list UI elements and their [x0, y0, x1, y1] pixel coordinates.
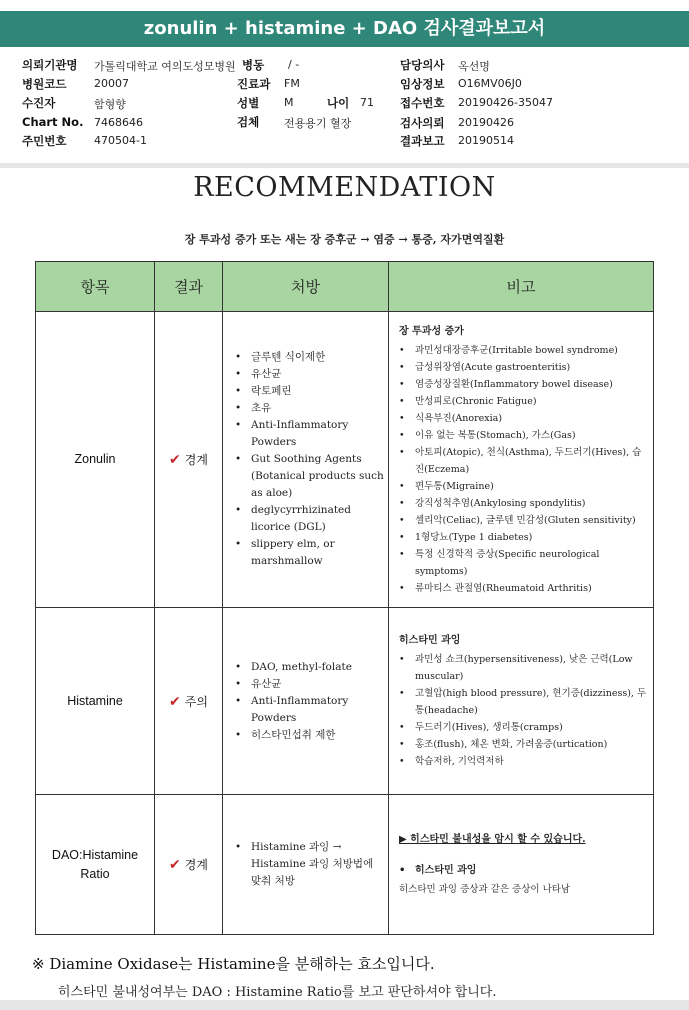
note-text: 히스타민 과잉 증상과 같은 증상이 나타남: [399, 884, 571, 895]
age-label: 나이: [327, 96, 350, 110]
list-item: • 급성위장염(Acute gastroenteritis): [399, 359, 647, 376]
report-title: zonulin + histamine + DAO 검사결과보고서: [0, 11, 689, 47]
row-note: [389, 608, 654, 795]
bottom-divider: [0, 1000, 689, 1010]
dept-value: FM: [284, 77, 300, 90]
hospital-code-value: 20007: [94, 77, 129, 90]
row-prescription: [223, 795, 389, 935]
row-item: Zonulin: [36, 312, 155, 608]
footer-note-1: ※ Diamine Oxidase는 Histamine을 분해하는 효소입니다.: [32, 955, 435, 973]
table-row: [36, 608, 654, 795]
check-icon: ✔: [169, 693, 181, 710]
list-item: • 유산균: [235, 676, 384, 693]
list-item: • 1형당뇨(Type 1 diabetes): [399, 529, 647, 546]
recommendation-table: [35, 261, 654, 935]
chart-value: 7468646: [94, 116, 143, 129]
hospital-code-label: 병원코드: [22, 77, 67, 91]
specimen-value: 전용용기 혈장: [284, 117, 352, 130]
recommendation-subtitle: 장 투과성 증가 또는 새는 장 증후군 → 염증 → 통증, 자가면역질환: [184, 233, 505, 246]
list-item: • 강직성척추염(Ankylosing spondylitis): [399, 495, 647, 512]
list-item: • 편두통(Migraine): [399, 478, 647, 495]
table-row: [36, 312, 654, 608]
list-item: • slippery elm, or marshmallow: [235, 536, 384, 570]
list-item: • 만성피로(Chronic Fatigue): [399, 393, 647, 410]
header-note: 비고: [389, 262, 654, 312]
clinical-label: 임상정보: [400, 77, 445, 91]
table-row: [36, 795, 654, 935]
clinical-value: O16MV06J0: [458, 77, 522, 90]
list-item: • deglycyrrhizinated licorice (DGL): [235, 502, 384, 536]
footer-note-2: 히스타민 불내성여부는 DAO : Histamine Ratio를 보고 판단하셔야 합니다.: [58, 985, 497, 1000]
sex-label: 성별: [237, 96, 260, 110]
list-item: • 두드러기(Hives), 생리통(cramps): [399, 719, 647, 736]
note-heading: 장 투과성 증가: [399, 325, 464, 337]
list-item: • DAO, methyl-folate: [235, 659, 384, 676]
table-header-row: [36, 262, 654, 312]
age-value: 71: [360, 96, 374, 109]
row-item: DAO:Histamine Ratio: [36, 795, 155, 935]
institution-label: 의뢰기관명: [22, 58, 78, 72]
patient-label: 수진자: [22, 96, 56, 110]
header-result: 결과: [155, 262, 223, 312]
list-item: • 염증성장질환(Inflammatory bowel disease): [399, 376, 647, 393]
sex-value: M: [284, 96, 294, 109]
divider: [0, 163, 689, 168]
result-text: 경계: [184, 453, 208, 467]
row-result: [155, 608, 223, 795]
list-item: • 히스타민섭취 제한: [235, 727, 384, 744]
ward-value: / -: [288, 58, 300, 71]
staff-label: 담당의사: [400, 58, 445, 72]
list-item: • 아토피(Atopic), 천식(Asthma), 두드러기(Hives), 습진(Eczema): [399, 444, 647, 478]
row-result: [155, 795, 223, 935]
list-item: • 과민성대장증후군(Irritable bowel syndrome): [399, 342, 647, 359]
list-item: • 학습저하, 기억력저하: [399, 753, 647, 770]
result-text: 주의: [184, 694, 208, 709]
row-result: [155, 312, 223, 608]
list-item: • 락토페린: [235, 383, 384, 400]
result-text: 경계: [184, 858, 208, 872]
receipt-label: 접수번호: [400, 96, 445, 110]
id-value: 470504-1: [94, 134, 147, 147]
list-item: • 초유: [235, 400, 384, 417]
row-prescription: [223, 608, 389, 795]
row-item: Histamine: [36, 608, 155, 795]
list-item: • Histamine 과잉 → Histamine 과잉 처방법에 맞춰 처방: [235, 839, 384, 890]
request-label: 검사의뢰: [400, 116, 445, 130]
row-prescription: [223, 312, 389, 608]
list-item: • 류마티스 관절염(Rheumatoid Arthritis): [399, 580, 647, 597]
id-label: 주민번호: [22, 134, 67, 148]
report-date-label: 결과보고: [400, 134, 445, 148]
request-value: 20190426: [458, 116, 514, 129]
header-prescription: 처방: [223, 262, 389, 312]
list-item: • Gut Soothing Agents (Botanical products such as aloe): [235, 451, 384, 502]
list-item: • 고혈압(high blood pressure), 현기증(dizziness), 두통(headache): [399, 685, 647, 719]
list-item: • 과민성 쇼크(hypersensitiveness), 낮은 근력(Low muscular): [399, 651, 647, 685]
recommendation-title: RECOMMENDATION: [193, 172, 496, 203]
list-item: • 유산균: [235, 366, 384, 383]
list-item: • 특정 신경학적 증상(Specific neurological symptoms): [399, 546, 647, 580]
report-date-value: 20190514: [458, 134, 514, 147]
list-item: • 식욕부진(Anorexia): [399, 410, 647, 427]
row-note: [389, 795, 654, 935]
list-item: • 홍조(flush), 체온 변화, 가려움증(urtication): [399, 736, 647, 753]
patient-info: [22, 57, 682, 157]
dept-label: 진료과: [237, 77, 271, 91]
note-warning: ▶ 히스타민 불내성을 암시 할 수 있습니다.: [399, 834, 586, 845]
patient-value: 함형향: [94, 98, 126, 111]
specimen-label: 검체: [237, 115, 260, 129]
note-heading: • 히스타민 과잉: [399, 862, 647, 879]
list-item: • 이유 없는 복통(Stomach), 가스(Gas): [399, 427, 647, 444]
header-item: 항목: [36, 262, 155, 312]
check-icon: ✔: [169, 857, 181, 873]
institution-value: 가톨릭대학교 여의도성모병원: [94, 60, 236, 73]
list-item: • Anti-Inflammatory Powders: [235, 693, 384, 727]
note-heading: 히스타민 과잉: [399, 635, 461, 646]
staff-value: 옥선명: [458, 60, 490, 73]
receipt-value: 20190426-35047: [458, 96, 553, 109]
list-item: • 글루텐 식이제한: [235, 349, 384, 366]
check-icon: ✔: [169, 452, 181, 468]
list-item: • 셀리악(Celiac), 글루텐 민감성(Gluten sensitivity): [399, 512, 647, 529]
ward-label: 병동: [242, 58, 265, 72]
chart-label: Chart No.: [22, 115, 84, 129]
list-item: • Anti-Inflammatory Powders: [235, 417, 384, 451]
row-note: [389, 312, 654, 608]
